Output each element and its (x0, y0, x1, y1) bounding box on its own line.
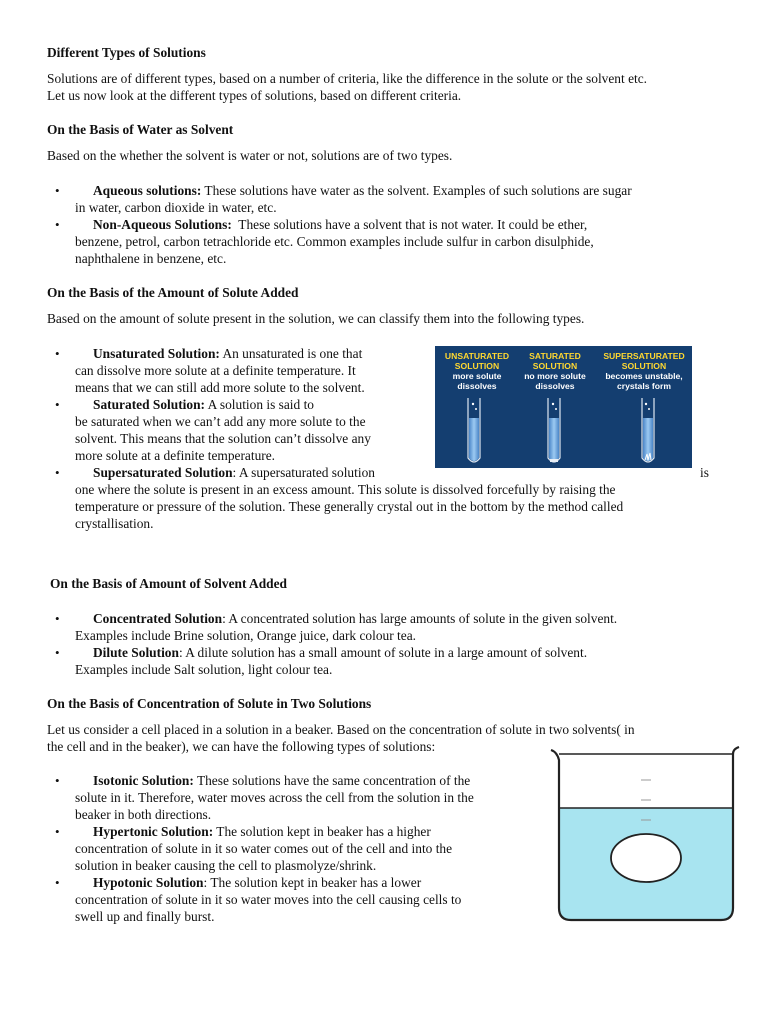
water-intro: Based on the whether the solvent is water or not, solutions are of two types. (47, 148, 453, 163)
heading-amount-solute: On the Basis of the Amount of Solute Added (47, 285, 299, 300)
term: Hypotonic Solution (93, 875, 204, 890)
item-text: The solution kept in beaker has a higher (216, 824, 431, 839)
label-sub: dissolves (535, 381, 575, 391)
item-text: concentration of solute in it so water comes out of the cell and into the (75, 841, 453, 856)
label-title: SOLUTION (621, 361, 667, 371)
list-item (93, 823, 431, 840)
list-item (93, 874, 421, 891)
item-text: crystallisation. (75, 516, 154, 531)
list-item (93, 772, 470, 789)
bullet: • (55, 645, 60, 660)
test-tube-unsaturated (468, 398, 480, 462)
solution-types-figure (435, 346, 692, 468)
item-text: can dissolve more solute at a definite temperature. It (75, 363, 356, 378)
list-item (93, 216, 587, 233)
item-text: : A supersaturated solution (232, 465, 375, 480)
term: Concentrated Solution (93, 611, 223, 626)
item-text: naphthalene in benzene, etc. (75, 251, 227, 266)
amount-intro: Based on the amount of solute present in the solution, we can classify them into the following types. (47, 311, 585, 326)
item-text: in water, carbon dioxide in water, etc. (75, 200, 277, 215)
label-title: SOLUTION (532, 361, 578, 371)
term: Supersaturated Solution (93, 465, 233, 480)
bullet: • (55, 824, 60, 839)
list-item (93, 464, 375, 481)
list-item (93, 345, 362, 362)
term: Non-Aqueous Solutions: (93, 217, 232, 232)
label-sub: crystals form (617, 381, 671, 391)
item-text: temperature or pressure of the solution. These generally crystal out in the bottom by the method called (75, 499, 624, 514)
item-text: swell up and finally burst. (75, 909, 215, 924)
list-item (93, 610, 617, 627)
heading-water-solvent: On the Basis of Water as Solvent (47, 122, 234, 137)
item-text: solution in beaker causing the cell to plasmolyze/shrink. (75, 858, 377, 873)
term: Isotonic Solution: (93, 773, 194, 788)
bullet: • (55, 183, 60, 198)
list-item (93, 396, 314, 413)
label-title: SOLUTION (454, 361, 500, 371)
test-tube-supersaturated (642, 398, 654, 462)
term: Aqueous solutions: (93, 183, 202, 198)
concentration-intro-1: Let us consider a cell placed in a solution in a beaker. Based on the concentration of solute in two solvents( in (47, 722, 635, 737)
test-tubes-drawing (435, 346, 692, 468)
intro-line-1: Solutions are of different types, based on a number of criteria, like the difference in the solute or the solvent etc. (47, 71, 648, 86)
list-item (93, 644, 587, 661)
item-text: : The solution kept in beaker has a lower (203, 875, 422, 890)
bullet: • (55, 397, 60, 412)
item-text: beaker in both directions. (75, 807, 212, 822)
item-text: more solute at a definite temperature. (75, 448, 276, 463)
term: Saturated Solution: (93, 397, 205, 412)
label-title: UNSATURATED (444, 351, 510, 361)
test-tube-saturated (548, 398, 560, 462)
concentration-intro-2: the cell and in the beaker), we can have the following types of solutions: (47, 739, 436, 754)
item-text: : A concentrated solution has large amounts of solute in the given solvent. (222, 611, 618, 626)
item-text: benzene, petrol, carbon tetrachloride etc. Common examples include sulfur in carbon disulphide, (75, 234, 594, 249)
term: Hypertonic Solution: (93, 824, 214, 839)
item-text: concentration of solute in it so water moves into the cell causing cells to (75, 892, 462, 907)
label-title: SUPERSATURATED (603, 351, 685, 361)
item-text: These solutions have the same concentration of the (196, 773, 471, 788)
bullet: • (55, 346, 60, 361)
item-text: These solutions have a solvent that is not water. It could be ether, (238, 217, 588, 232)
bullet: • (55, 217, 60, 232)
term: Unsaturated Solution: (93, 346, 220, 361)
label-sub: becomes unstable, (605, 371, 683, 381)
label-title: SATURATED (529, 351, 581, 361)
item-text: be saturated when we can’t add any more solute to the (75, 414, 366, 429)
item-text: An unsaturated is one that (222, 346, 363, 361)
label-sub: more solute (452, 371, 502, 381)
page-title: Different Types of Solutions (47, 45, 206, 60)
heading-concentration: On the Basis of Concentration of Solute in Two Solutions (47, 696, 372, 711)
bullet: • (55, 465, 60, 480)
label-sub: dissolves (457, 381, 497, 391)
item-text: These solutions have water as the solvent. Examples of such solutions are sugar (204, 183, 632, 198)
item-text: is (700, 465, 709, 480)
term: Dilute Solution (93, 645, 179, 660)
intro-line-2: Let us now look at the different types of solutions, based on different criteria. (47, 88, 462, 103)
item-text: Examples include Salt solution, light colour tea. (75, 662, 333, 677)
bullet: • (55, 611, 60, 626)
item-text: Examples include Brine solution, Orange juice, dark colour tea. (75, 628, 416, 643)
item-text: solute in it. Therefore, water moves across the cell from the solution in the (75, 790, 474, 805)
beaker-figure (541, 742, 751, 922)
item-text: means that we can still add more solute to the solvent. (75, 380, 365, 395)
label-sub: no more solute (524, 371, 586, 381)
heading-amount-solvent: On the Basis of Amount of Solvent Added (50, 576, 287, 591)
item-text: A solution is said to (207, 397, 314, 412)
bullet: • (55, 875, 60, 890)
item-text: : A dilute solution has a small amount of solute in a large amount of solvent. (178, 645, 588, 660)
bullet: • (55, 773, 60, 788)
item-text: one where the solute is present in an excess amount. This solute is dissolved forcefully by raising the (75, 482, 616, 497)
list-item (93, 182, 632, 199)
cell-drawing (611, 834, 681, 882)
item-text: solvent. This means that the solution can’t dissolve any (75, 431, 371, 446)
